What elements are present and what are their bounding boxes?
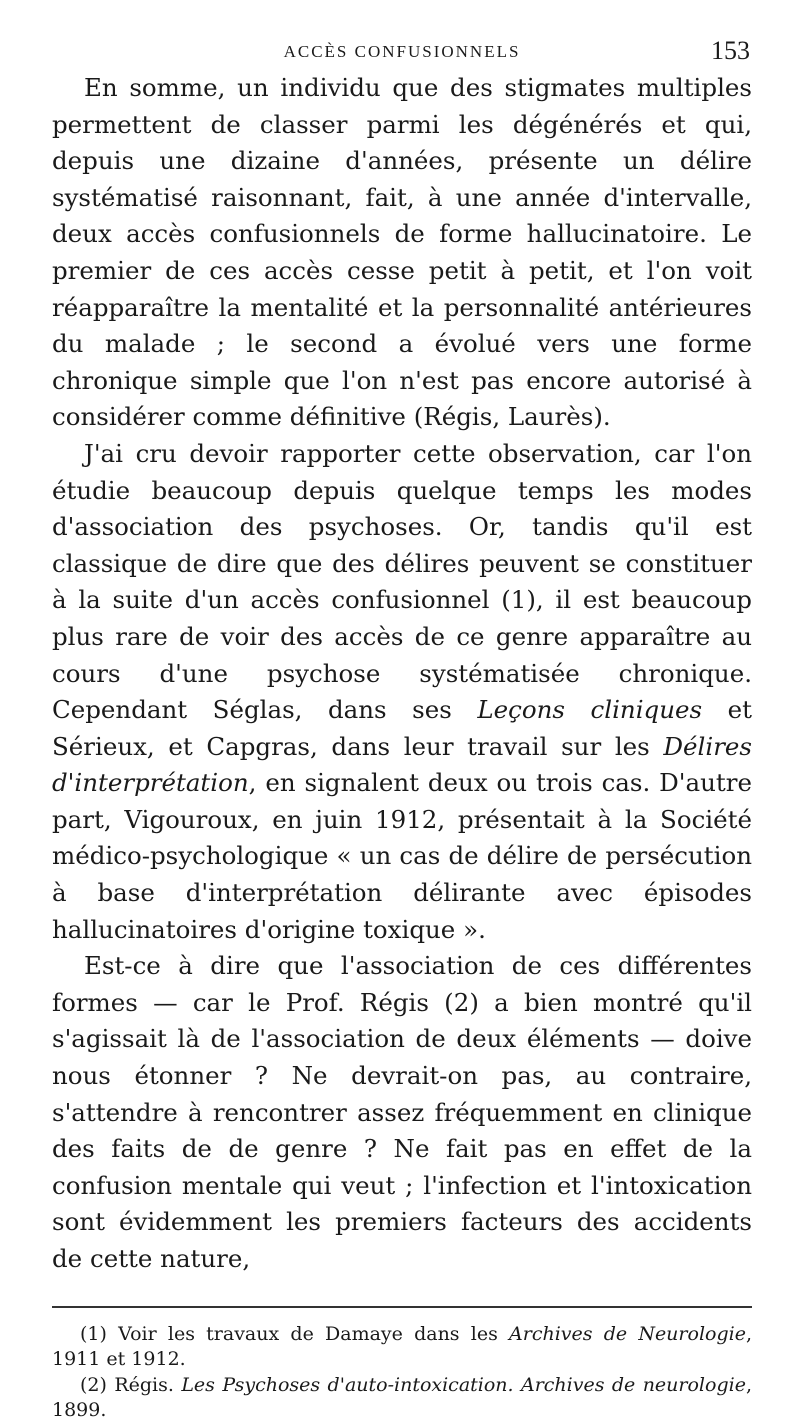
text-run: (1) Voir les travaux de Damaye dans les bbox=[80, 1322, 510, 1345]
page-number: 153 bbox=[711, 36, 750, 65]
paragraph bbox=[52, 70, 752, 436]
italic-text: Archives de Neurologie bbox=[509, 1322, 746, 1345]
text-run: (2) Régis. bbox=[80, 1373, 182, 1396]
text-run: , 1911 et 1912. bbox=[52, 1322, 752, 1371]
text-run: et Sérieux, et Capgras, dans leur travail sur les bbox=[52, 695, 752, 761]
paragraph bbox=[52, 948, 752, 1277]
footnote bbox=[52, 1322, 752, 1373]
running-title: ACCÈS CONFUSIONNELS bbox=[283, 42, 521, 61]
page-header bbox=[52, 0, 752, 70]
footnote-divider bbox=[52, 1306, 752, 1308]
italic-text: Délires d'interprétation bbox=[52, 731, 752, 798]
text-run: , en signalent deux ou trois cas. D'autre part, Vigouroux, en juin 1912, présentait à la Société médico-psychologique « un cas de délire de persécution à base d'interprétation délirante avec épisodes hallucinatoires d'origine toxique ». bbox=[52, 768, 752, 944]
text-run: En somme, un individu que des stigmates multiples permettent de classer parmi les dégénérés et qui, depuis une dizaine d'années, présente un délire systématisé raisonnant, fait, à une année d'intervalle, deux accès confusionnels de forme hallucinatoire. Le premier de ces accès cesse petit à petit, et l'on voit réapparaître la mentalité et la personnalité antérieures du malade ; le second a évolué vers une forme chronique simple que l'on n'est pas encore autorisé à considérer comme définitive (Régis, Laurès). bbox=[52, 73, 752, 432]
text-run: Est-ce à dire que l'association de ces différentes formes — car le Prof. Régis (2) a bien montré qu'il s'agissait là de l'association de deux éléments — doive nous étonner ? Ne devrait-on pas, au contraire, s'attendre à rencontrer assez fréquemment en clinique des faits de de genre ? Ne fait pas en effet de la confusion mentale qui veut ; l'infection et l'intoxication sont évidemment les premiers facteurs des accidents de cette nature, bbox=[52, 951, 752, 1273]
italic-text: Les Psychoses d'auto-intoxication. Archives de neurologie bbox=[181, 1373, 746, 1396]
text-run: , 1899. bbox=[52, 1373, 752, 1422]
body-text bbox=[52, 70, 752, 1278]
paragraph bbox=[52, 436, 752, 948]
footnote bbox=[52, 1373, 752, 1424]
italic-text: Leçons cliniques bbox=[477, 695, 703, 725]
text-run: J'ai cru devoir rapporter cette observation, car l'on étudie beaucoup depuis quelque temps les modes d'association des psychoses. Or, tandis qu'il est classique de dire que des délires peuvent se constituer à la suite d'un accès confusionnel (1), il est beaucoup plus rare de voir des accès de ce genre apparaître au cours d'une psychose systématisée chronique. Cependant Séglas, dans ses bbox=[52, 438, 752, 725]
footnotes bbox=[52, 1322, 752, 1424]
